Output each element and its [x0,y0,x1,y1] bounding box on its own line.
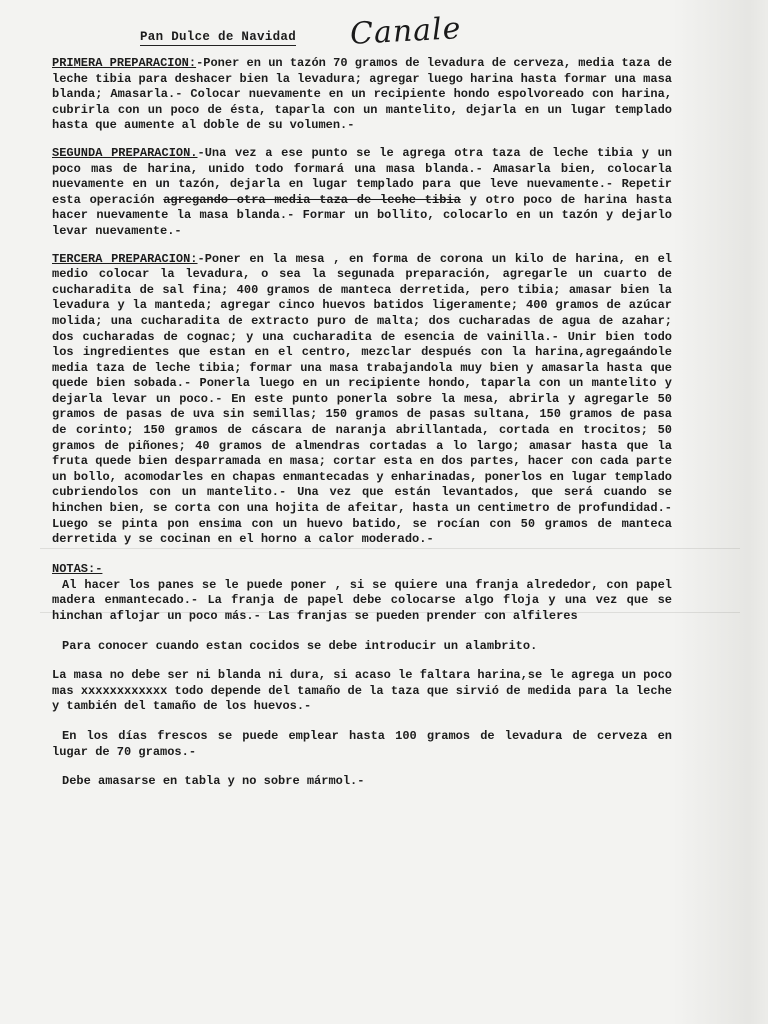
note-item: Para conocer cuando estan cocidos se debe introducir un alambrito. [62,638,538,653]
notes-list [52,578,672,790]
section-tercera-preparacion [52,252,672,548]
document-body [52,56,672,790]
section-text: -Poner en un tazón 70 gramos de levadura de cerveza, media taza de leche tibia para deshacer bien la levadura; agregar luego harina hasta formar una masa blanda; Amasarla.- Colocar nuevamente en un recipiente hondo espolvoreado con harina, cubrirla con un poco de ésta, taparla con un mantelito, dejarla en un lugar templado hasta que aumente al doble de su volumen.- [52,56,672,133]
note-item: Al hacer los panes se le puede poner , si se quiere una franja alrededor, con papel madera enmantecado.- La franja de papel debe colocarse algo floja y una vez que se hinchan aflojar un poco más.- Las franjas se pueden prender con alfileres [52,577,672,623]
section-text: -Una vez a ese punto se le agrega otra taza de leche tibia y un poco mas de harina, unido todo formará una masa blanda.- Amasarla bien, colocarla nuevamente en un tazón, dejarla en lugar templado para que leve nuevamente.- Repetir esta operación [52,145,672,207]
notes-heading: NOTAS:- [52,561,103,576]
section-text: y otro poco de harina hasta hacer nuevamente la masa blanda.- Formar un bollito, colocarlo en un tazón y dejarlo levar nuevamente.- [52,192,672,238]
note-item: En los días frescos se puede emplear hasta 100 gramos de levadura de cerveza en lugar de 70 gramos.- [52,728,672,759]
document-header [140,11,660,54]
page-edge-shadow [673,0,768,1024]
section-heading: SEGUNDA PREPARACION. [52,145,198,160]
section-text: -Poner en la mesa , en forma de corona un kilo de harina, en el medio colocar la levadura, o sea la segunada preparación, agregarle un cuarto de cucharadita de sal fina; 400 gramos de manteca derretida, pero tibia; amasar bien la levadura y la manteda; agregar cinco huevos batidos ligeramente; 400 gramos de azúcar molida; una cucharadita de extracto puro de malta; dos cucharadas de agua de azahar; dos cucharadas de cognac; y una cucharadita de esencia de vainilla.- Unir bien todo los ingredientes que estan en el centro, mezclar después con la harina,agregaándole media taza de leche tibia; formar una masa trabajandola muy bien y amasarla hasta que quede bien sobada.- Ponerla luego en un recipiente hondo, taparla con un mantelito y dejarla levar un poco.- En este punto ponerla sobre la mesa, abrirla y agregarle 50 gramos de pasas de uva sin semillas; 150 gramos de pasas sultana, 150 gramos de pasa de corinto; 150 gramos de cáscara de naranja abrillantada, cortada en trocitos; 50 gramos de piñones; 40 gramos de almendras cortadas a lo largo; amasar hasta que la fruta quede bien desparramada en masa; cortar esta en dos partes, hacer con cada parte un bollo, acomodarles en chapas enmantecadas y enharinadas, ponerlos en lugar templado cubriendolos con un mantelito.- Una vez que están levantados, que será cuando se hinchen bien, se corta con una hojita de afeitar, hasta un centimetro de profundidad.- Luego se pinta pon ensima con un huevo batido, se rocían con 50 gramos de manteca derretida y se cocinan en el horno a calor moderado.- [52,251,672,547]
note-item: Debe amasarse en tabla y no sobre mármol.- [62,774,365,789]
document-title: Pan Dulce de Navidad [140,30,297,44]
section-segunda-preparacion [52,146,672,240]
section-primera-preparacion [52,56,672,134]
section-heading: TERCERA PREPARACION: [52,251,198,266]
section-heading: PRIMERA PREPARACION: [52,56,197,70]
note-item: La masa no debe ser ni blanda ni dura, si acaso le faltara harina,se le agrega un poco mas xxxxxxxxxxxx todo depende del tamaño de la taza que sirvió de medida para la leche y también del tamaño de los huevos.- [52,668,672,714]
handwritten-signature: Canale [349,11,463,52]
struck-through-text: agregando otra media taza de leche tibia [163,192,461,207]
